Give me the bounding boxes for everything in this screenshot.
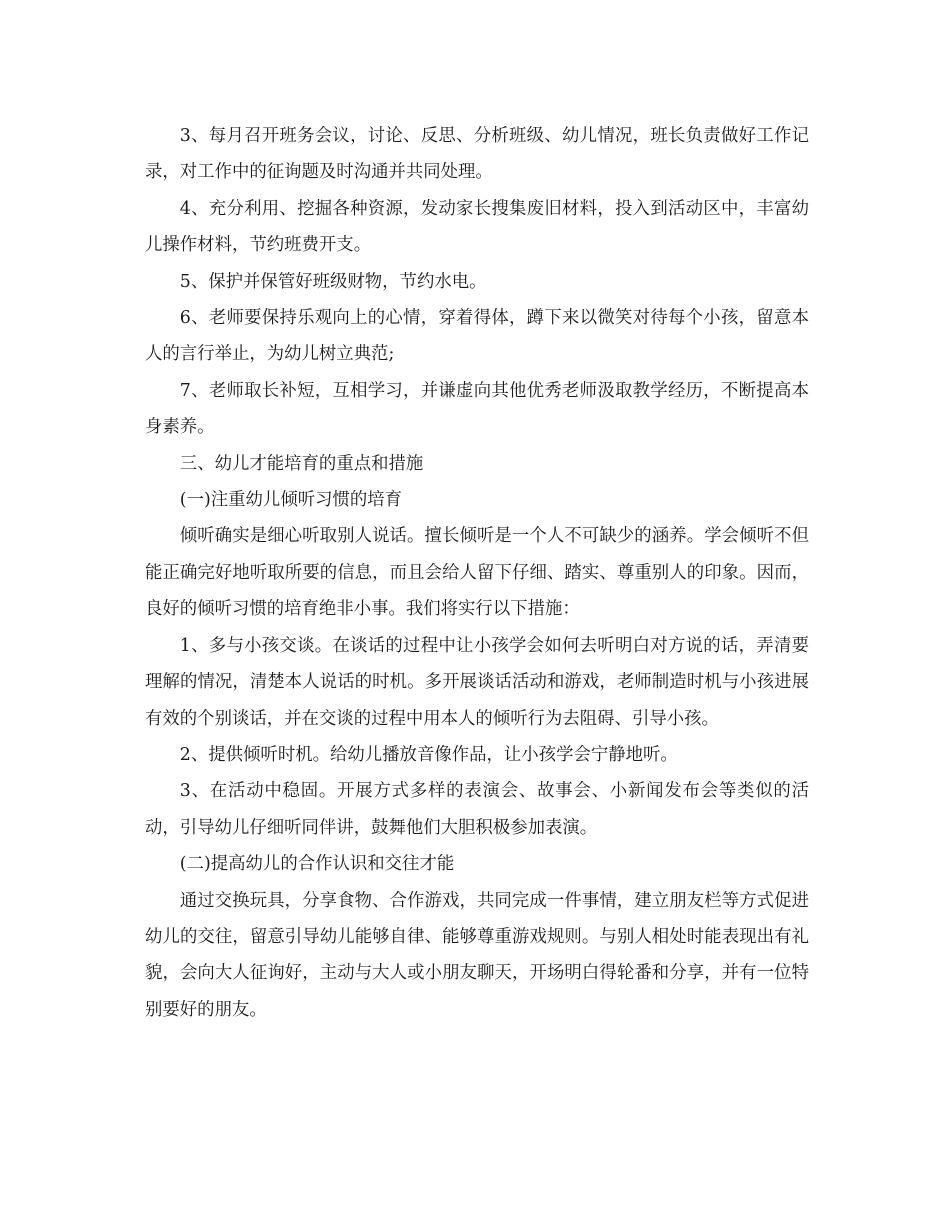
paragraph-item-5-property: 5、保护并保管好班级财物，节约水电。 — [179, 271, 487, 292]
paragraph-item-7-learning: 7、老师取长补短，互相学习，并谦虚向其他优秀老师汲取教学经历，不断提高本身素养。 — [145, 380, 809, 438]
paragraph-item-3-meeting: 3、每月召开班务会议，讨论、反思、分析班级、幼儿情况，班长负责做好工作记录，对工作中的征询题及时沟通并共同处理。 — [145, 126, 809, 183]
paragraph-cooperation: 通过交换玩具，分享食物、合作游戏，共同完成一件事情，建立朋友栏等方式促进幼儿的交往，留意引导幼儿能够自律、能够尊重游戏规则。与别人相处时能表现出有礼貌，会向大人征询好，主动与大人或小朋友聊天，开场明白得轮番和分享，并有一位特别要好的朋友。 — [145, 890, 809, 1020]
paragraph-measure-1: 1、多与小孩交谈。在谈话的过程中让小孩学会如何去听明白对方说的话，弄清要理解的情况，清楚本人说话的时机。多开展谈话活动和游戏，老师制造时机与小孩进展有效的个别谈话，并在交谈的过程中用本人的倾听行为去阻碍、引导小孩。 — [145, 635, 809, 729]
paragraph-item-4-resources: 4、充分利用、挖掘各种资源，发动家长搜集废旧材料，投入到活动区中，丰富幼儿操作材料，节约班费开支。 — [145, 198, 809, 256]
paragraph-listening-intro: 倾听确实是细心听取别人说话。擅长倾听是一个人不可缺少的涵养。学会倾听不但能正确完好地听取所要的信息，而且会给人留下仔细、踏实、尊重别人的印象。因而，良好的倾听习惯的培育绝非小事。我们将实行以下措施： — [145, 526, 809, 620]
section-heading-3: 三、幼儿才能培育的重点和措施 — [179, 453, 424, 474]
paragraph-measure-2: 2、提供倾听时机。给幼儿播放音像作品，让小孩学会宁静地听。 — [179, 744, 678, 765]
paragraph-measure-3: 3、在活动中稳固。开展方式多样的表演会、故事会、小新闻发布会等类似的活动，引导幼儿仔细听同伴讲，鼓舞他们大胆积极参加表演。 — [145, 781, 809, 838]
subsection-heading-1: (一)注重幼儿倾听习惯的培育 — [179, 490, 403, 511]
document-body — [145, 118, 809, 1028]
subsection-heading-2: (二)提高幼儿的合作认识和交往才能 — [179, 854, 455, 875]
paragraph-item-6-teacher-attitude: 6、老师要保持乐观向上的心情，穿着得体，蹲下来以微笑对待每个小孩，留意本人的言行举止，为幼儿树立典范; — [145, 308, 809, 365]
